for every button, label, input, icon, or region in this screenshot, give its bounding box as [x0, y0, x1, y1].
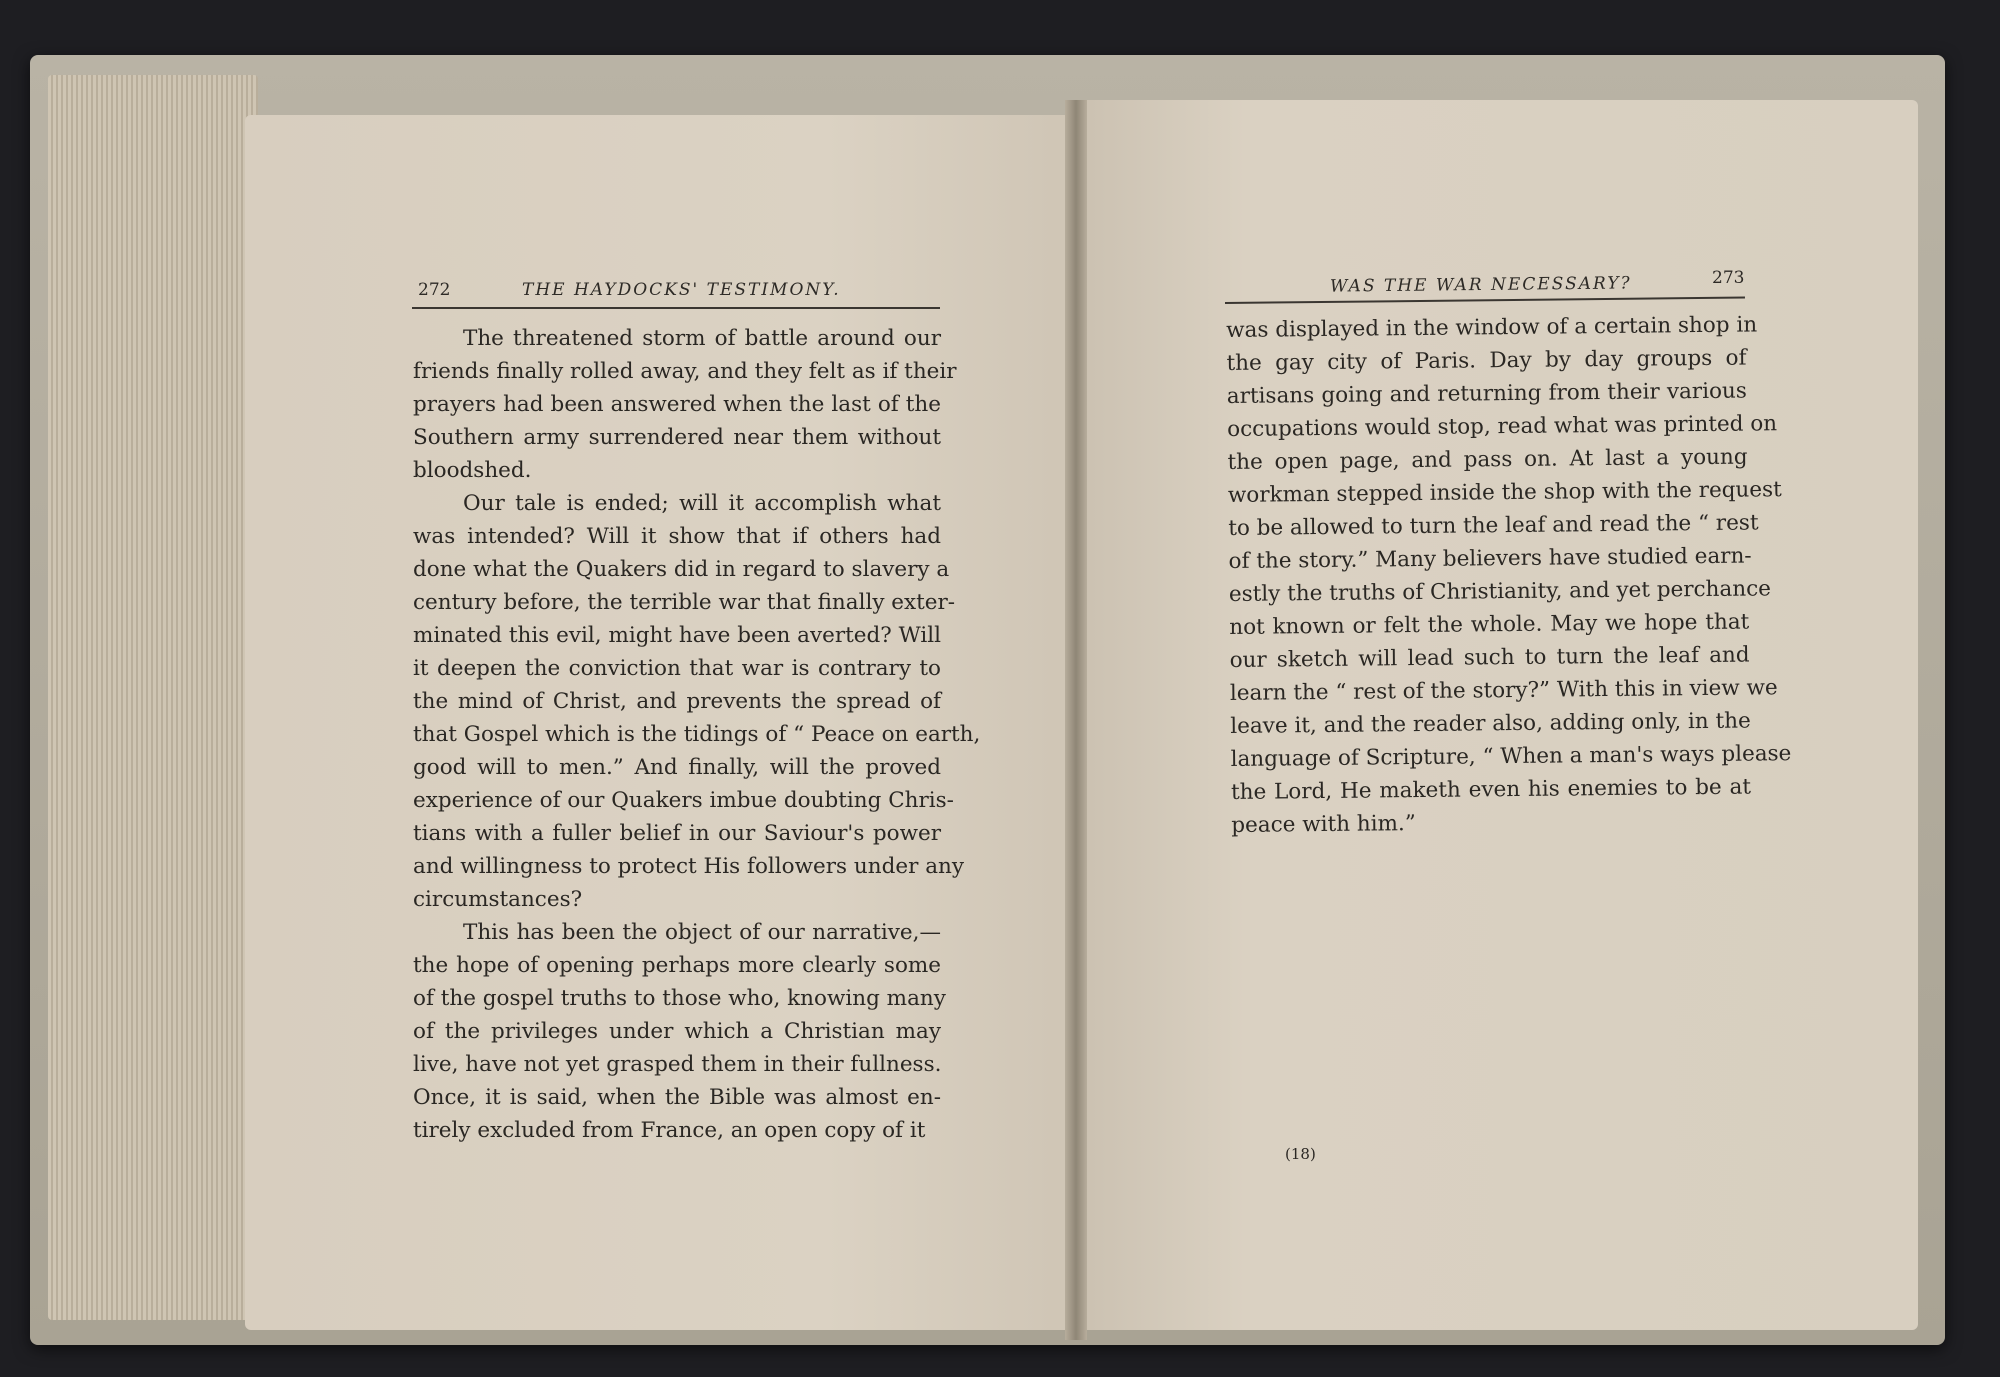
text-line: of the story.” Many believers have studied earn- [1228, 543, 1752, 574]
signature-mark: (18) [1285, 1145, 1316, 1163]
text-line: and willingness to protect His followers under any [413, 854, 965, 879]
text-line: language of Scripture, “ When a man's ways please [1230, 741, 1792, 772]
text-line: bloodshed. [413, 458, 532, 483]
page-edges [48, 75, 258, 1320]
text-line: live, have not yet grasped them in their fullness. [413, 1052, 942, 1077]
right-running-head: WAS THE WAR NECESSARY? [1329, 273, 1632, 297]
left-page-body [413, 322, 981, 1147]
text-line: of the gospel truths to those who, knowing many [413, 986, 946, 1011]
left-header-rule [412, 307, 940, 309]
text-line: good will to men.” And finally, will the proved [413, 755, 941, 780]
text-line: artisans going and returning from their various [1226, 378, 1747, 409]
text-line: that Gospel which is the tidings of “ Peace on earth, [413, 722, 981, 747]
book-gutter [1065, 100, 1087, 1340]
text-line: was intended? Will it show that if others had [413, 524, 941, 549]
text-line: circumstances? [413, 887, 583, 912]
text-line: experience of our Quakers imbue doubting Chris- [413, 788, 954, 813]
text-line: The threatened storm of battle around our [463, 326, 941, 351]
right-page-number: 273 [1712, 268, 1745, 288]
text-line: tirely excluded from France, an open copy of it [413, 1118, 926, 1143]
text-line: prayers had been answered when the last of the [413, 392, 941, 417]
text-line: the mind of Christ, and prevents the spread of [413, 689, 941, 714]
text-line: century before, the terrible war that finally exter- [413, 590, 956, 615]
left-running-head: THE HAYDOCKS' TESTIMONY. [522, 280, 841, 300]
text-line: to be allowed to turn the leaf and read the “ rest [1228, 510, 1759, 541]
text-line: the hope of opening perhaps more clearly some [413, 953, 941, 978]
text-line: occupations would stop, read what was printed on [1227, 411, 1778, 442]
text-line: of the privileges under which a Christian may [413, 1019, 941, 1044]
text-line: it deepen the conviction that war is contrary to [413, 656, 941, 681]
text-line: tians with a fuller belief in our Saviour's power [413, 821, 941, 846]
text-line: learn the “ rest of the story?” With this in view we [1229, 675, 1778, 706]
text-line: Once, it is said, when the Bible was almost en- [413, 1085, 941, 1110]
text-line: leave it, and the reader also, adding only, in the [1230, 708, 1751, 739]
text-line: not known or felt the whole. May we hope that [1229, 609, 1750, 640]
text-line: the Lord, He maketh even his enemies to be at [1230, 774, 1752, 805]
text-line: Southern army surrendered near them without [413, 425, 941, 450]
text-line: was displayed in the window of a certain shop in [1226, 312, 1758, 343]
right-page-body [1226, 309, 1792, 842]
text-line: minated this evil, might have been averted? Will [413, 623, 941, 648]
left-page-number: 272 [418, 280, 451, 300]
text-line: the open page, and pass on. At last a young [1227, 444, 1748, 475]
text-line: workman stepped inside the shop with the request [1227, 477, 1782, 508]
text-line: estly the truths of Christianity, and yet perchance [1228, 576, 1772, 607]
text-line: peace with him.” [1231, 811, 1416, 838]
text-line: This has been the object of our narrative,— [463, 920, 941, 945]
text-line: our sketch will lead such to turn the leaf and [1229, 642, 1750, 673]
text-line: friends finally rolled away, and they felt as if their [413, 359, 957, 384]
text-line: Our tale is ended; will it accomplish what [463, 491, 941, 516]
text-line: the gay city of Paris. Day by day groups of [1226, 345, 1747, 376]
text-line: done what the Quakers did in regard to slavery a [413, 557, 950, 582]
